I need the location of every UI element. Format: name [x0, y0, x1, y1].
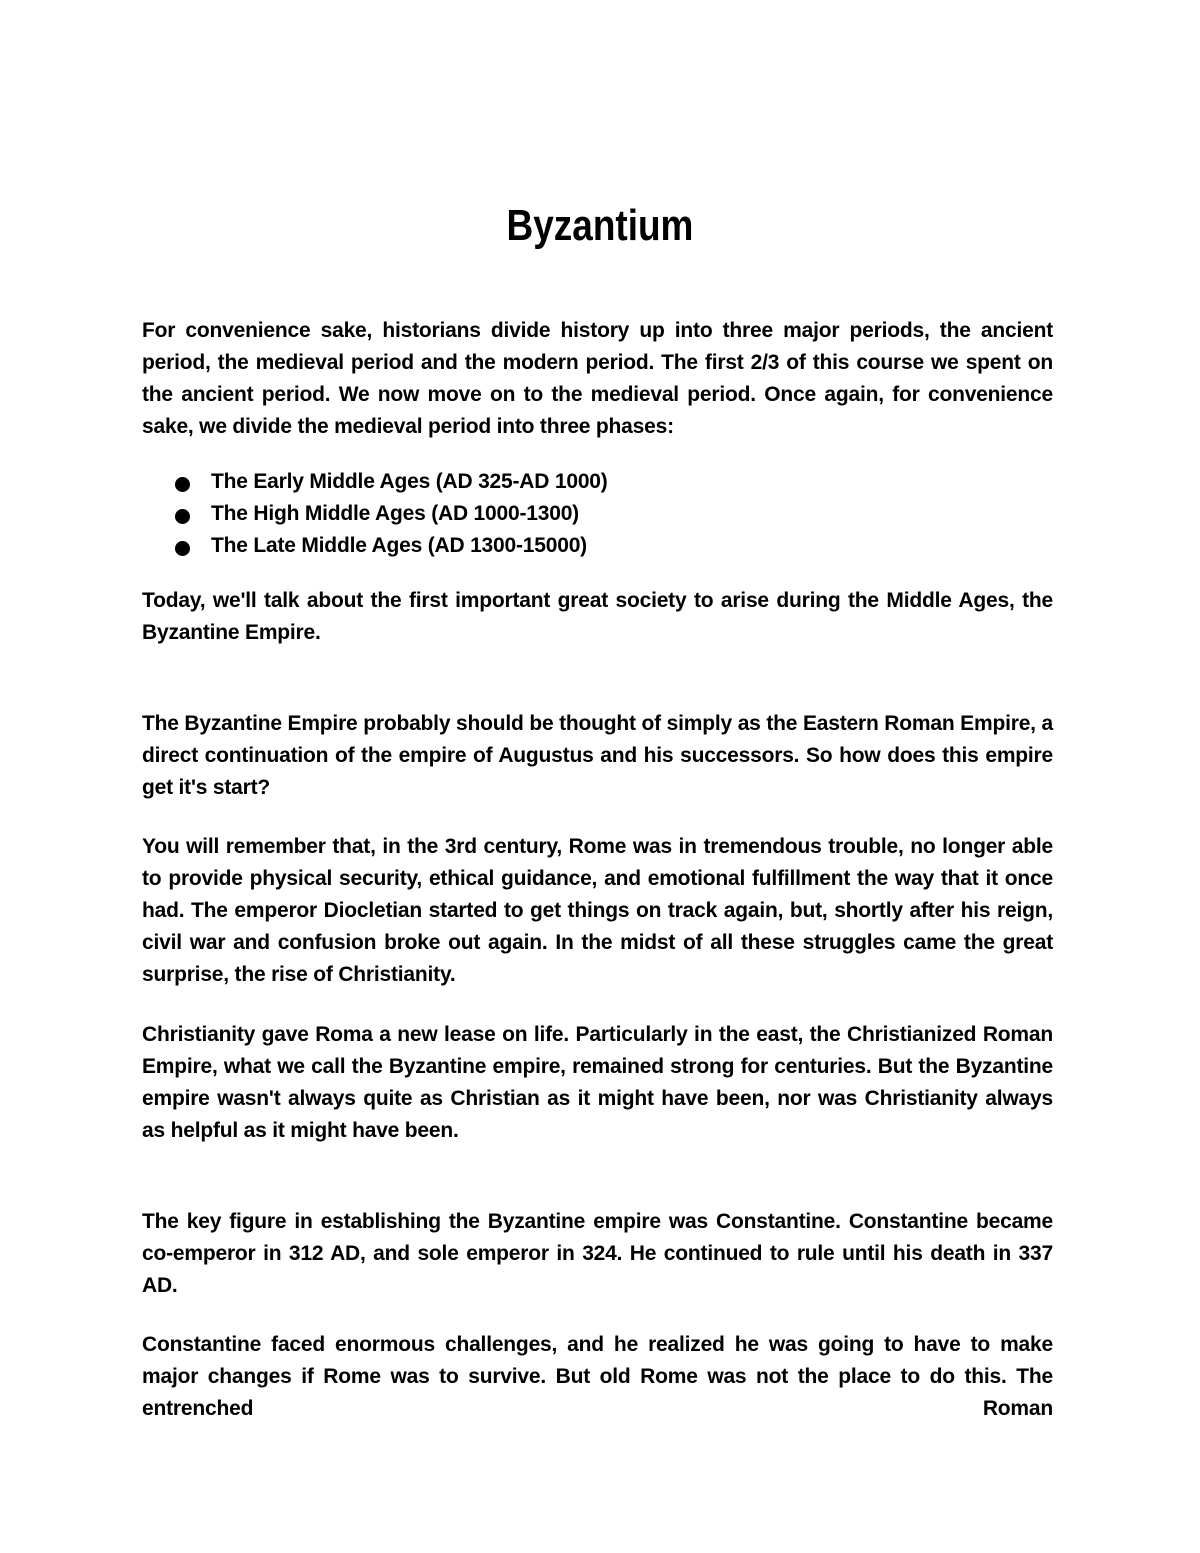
body-paragraph: Christianity gave Roma a new lease on life. Particularly in the east, the Christianized Roman Empire, what we call the Byzantine empire, remained strong for centuries. But the Byzantine empire wasn't always quite as Christian as it might have been, nor was Christianity always as helpful as it might have been.	[142, 1023, 1053, 1142]
list-item	[175, 498, 608, 530]
body-paragraph: Today, we'll talk about the first important great society to arise during the Middle Ages, the Byzantine Empire.	[142, 589, 1053, 644]
list-item	[175, 466, 608, 498]
phase-list	[175, 466, 608, 562]
bullet-icon	[175, 541, 190, 556]
bullet-icon	[175, 477, 190, 492]
body-paragraph: You will remember that, in the 3rd century, Rome was in tremendous trouble, no longer able to provide physical security, ethical guidance, and emotional fulfillment the way that it once had. The emperor Diocletian started to get things on track again, but, shortly after his reign, civil war and confusion broke out again. In the midst of all these struggles came the great surprise, the rise of Christianity.	[142, 835, 1053, 986]
bullet-icon	[175, 509, 190, 524]
body-paragraph: The key figure in establishing the Byzantine empire was Constantine. Constantine became co-emperor in 312 AD, and sole emperor in 324. He continued to rule until his death in 337 AD.	[142, 1210, 1053, 1297]
list-item-label: The Late Middle Ages (AD 1300-15000)	[211, 534, 587, 557]
body-paragraph: The Byzantine Empire probably should be thought of simply as the Eastern Roman Empire, a direct continuation of the empire of Augustus and his successors. So how does this empire get it's start?	[142, 712, 1053, 799]
list-item	[175, 530, 608, 562]
page-title: Byzantium	[506, 201, 694, 250]
list-item-label: The Early Middle Ages (AD 325-AD 1000)	[211, 470, 608, 493]
body-paragraph: Constantine faced enormous challenges, and he realized he was going to have to make major changes if Rome was to survive. But old Rome was not the place to do this. The entrenched Roman	[142, 1333, 1053, 1420]
intro-paragraph: For convenience sake, historians divide history up into three major periods, the ancient period, the medieval period and the modern period. The first 2/3 of this course we spent on the ancient period. We now move on to the medieval period. Once again, for convenience sake, we divide the medieval period into three phases:	[142, 319, 1053, 438]
list-item-label: The High Middle Ages (AD 1000-1300)	[211, 502, 579, 525]
